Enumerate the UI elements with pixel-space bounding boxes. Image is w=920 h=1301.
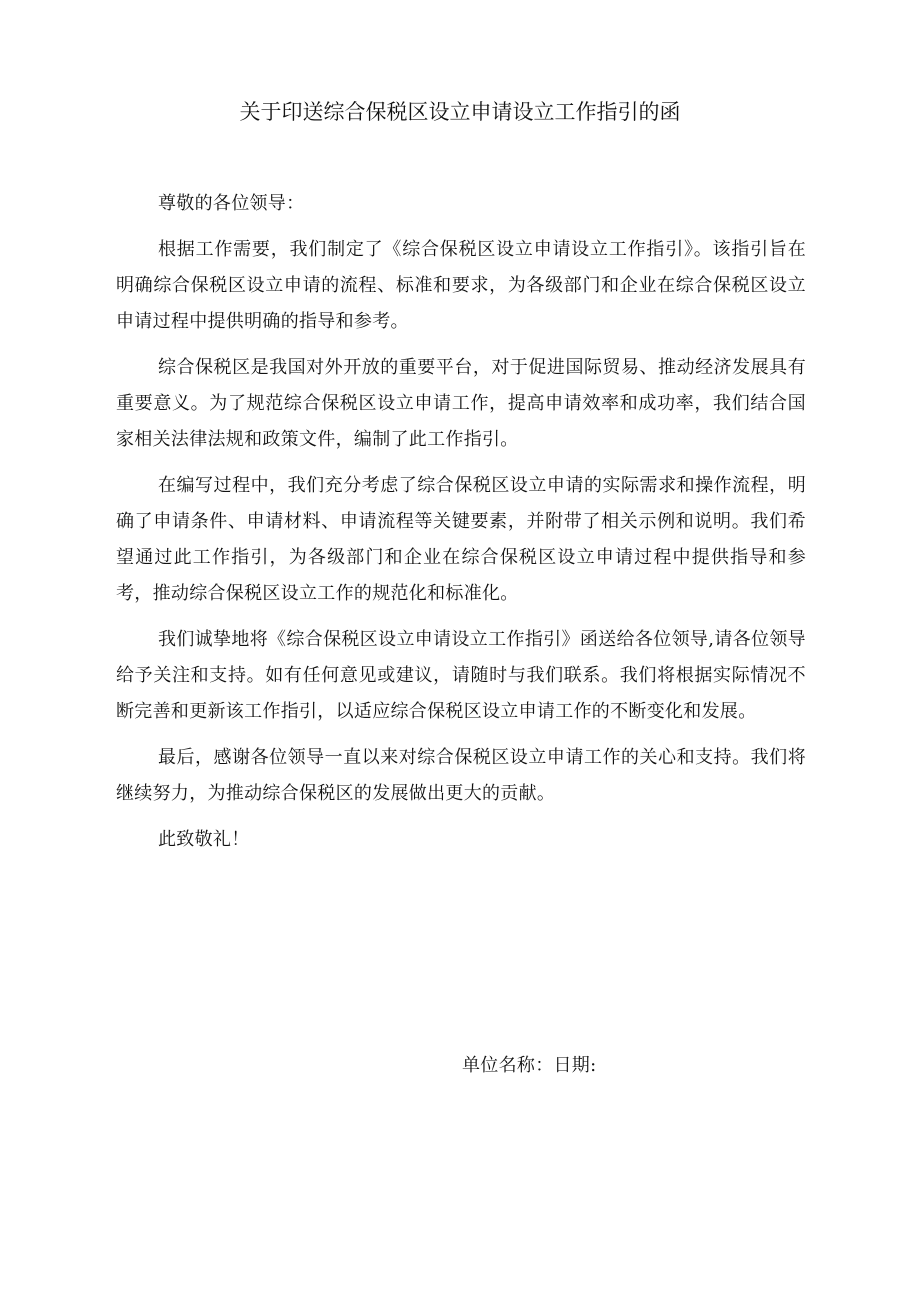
document-body bbox=[116, 186, 806, 858]
paragraph-4: 我们诚挚地将《综合保税区设立申请设立工作指引》函送给各位领导,请各位领导给予关注和支持。如有任何意见或建议，请随时与我们联系。我们将根据实际情况不断完善和更新该工作指引，以适应综合保税区设立申请工作的不断变化和发展。 bbox=[116, 629, 806, 722]
salutation: 尊敬的各位领导： bbox=[158, 193, 305, 214]
paragraph-5: 最后，感谢各位领导一直以来对综合保税区设立申请工作的关心和支持。我们将继续努力，为推动综合保税区的发展做出更大的贡献。 bbox=[116, 747, 806, 804]
signature-line: 单位名称：日期: bbox=[462, 1055, 597, 1076]
paragraph-3: 在编写过程中，我们充分考虑了综合保税区设立申请的实际需求和操作流程，明确了申请条件、申请材料、申请流程等关键要素，并附带了相关示例和说明。我们希望通过此工作指引，为各级部门和企业在综合保税区设立申请过程中提供指导和参考，推动综合保税区设立工作的规范化和标准化。 bbox=[116, 475, 806, 604]
closing-salutation: 此致敬礼！ bbox=[158, 829, 250, 850]
document-title: 关于印送综合保税区设立申请设立工作指引的函 bbox=[239, 100, 681, 124]
paragraph-2: 综合保税区是我国对外开放的重要平台，对于促进国际贸易、推动经济发展具有重要意义。为了规范综合保税区设立申请工作，提高申请效率和成功率，我们结合国家相关法律法规和政策文件，编制了此工作指引。 bbox=[116, 357, 806, 450]
paragraph-1: 根据工作需要，我们制定了《综合保税区设立申请设立工作指引》。该指引旨在明确综合保税区设立申请的流程、标准和要求，为各级部门和企业在综合保税区设立申请过程中提供明确的指导和参考。 bbox=[116, 239, 806, 332]
